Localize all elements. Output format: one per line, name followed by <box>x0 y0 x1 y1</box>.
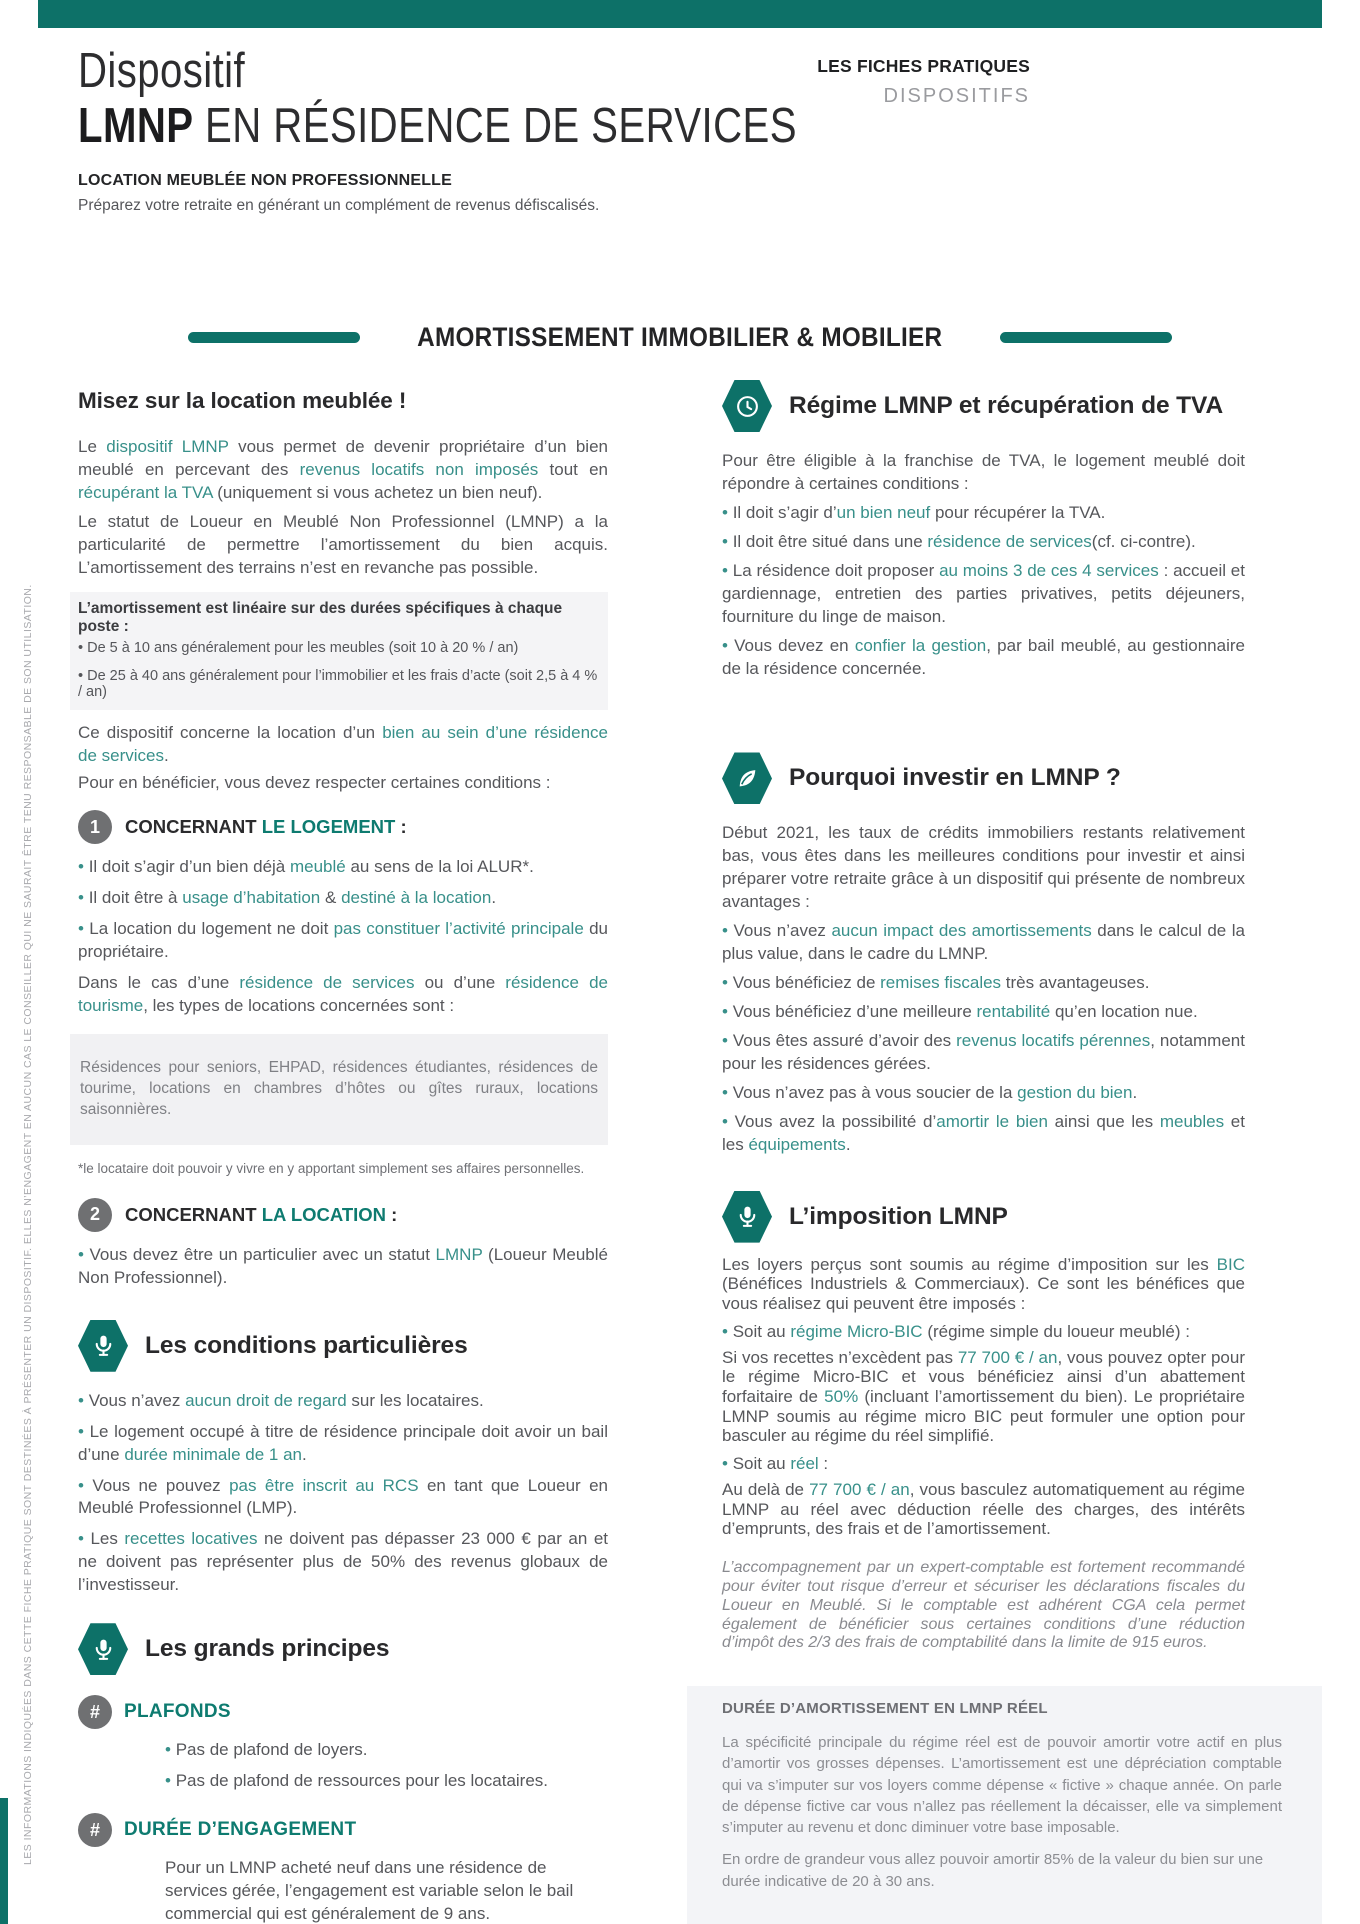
paragraph: Le statut de Loueur en Meublé Non Professionnel (LMNP) a la particularité de permettre l’amortissement du bien acquis. L’amortissement des terrains n’est en revanche pas possible. <box>78 511 608 577</box>
amortization-info-box <box>70 592 608 710</box>
bullet-item: • Pas de plafond de ressources pour les locataires. <box>165 1770 608 1793</box>
bullet-item: • Vous bénéficiez d’une meilleure rentabilité qu’en location nue. <box>722 1001 1245 1024</box>
legal-disclaimer-vertical: LES INFORMATIONS INDIQUÉES DANS CETTE FICHE PRATIQUE SONT DESTINÉES À PRÉSENTER UN DISPOSITIF. ELLES N’ENGAGENT EN AUCUN CAS LE CONSEILLER QUI NE SAURAIT ÊTRE TENU RESPONSABLE DE SON UTILISATION. <box>22 584 34 1865</box>
paragraph: La spécificité principale du régime réel est de pouvoir amortir votre actif en plus d’amortir vos grosses dépenses. L’amortissement est une dépréciation comptable qui va s’imputer sur vos loyers comme dépense « fictive » chaque année. On parle de dépense fictive car vous n’allez pas réellement la décaisser, elle va simplement s’imputer au revenu et donc diminuer votre base imposable. <box>722 1734 1282 1837</box>
paragraph: Les loyers perçus sont soumis au régime d’imposition sur les BIC (Bénéfices Industriels & Commerciaux). Ce sont les bénéfices que vous réalisez qui peuvent être imposés : <box>722 1254 1245 1314</box>
info-box-bullet: • De 25 à 40 ans généralement pour l’immobilier et les frais d’acte (soit 2,5 à 4 % / an) <box>78 668 600 700</box>
bullet-item: • Il doit s’agir d’un bien déjà meublé au sens de la loi ALUR*. <box>78 856 608 879</box>
expert-note: L’accompagnement par un expert-comptable est fortement recommandé pour éviter tout risque d’erreur et sécuriser les déclarations fiscales du Loueur en Meublé. Si le comptable est adhérent CGA cela permet également de bénéficier sous certaines conditions d’une réduction d’impôt des 2/3 des frais de comptabilité dans la limite de 915 euros. <box>722 1558 1245 1652</box>
paragraph: Pour un LMNP acheté neuf dans une résidence de services gérée, l’engagement est variable selon le bail commercial qui est généralement de 9 ans. <box>165 1858 574 1923</box>
bullet-item: • Il doit être situé dans une résidence de services(cf. ci-contre). <box>722 531 1245 554</box>
bullet-item: • Il doit s’agir d’un bien neuf pour récupérer la TVA. <box>722 502 1245 525</box>
condition-item-1 <box>78 810 608 844</box>
bullet-item: • Vous n’avez aucun impact des amortissements dans le calcul de la plus value, dans le cadre du LMNP. <box>722 920 1245 966</box>
bullet-item: • Vous êtes assuré d’avoir des revenus locatifs pérennes, notamment pour les résidences gérées. <box>722 1030 1245 1076</box>
section-divider-bar-left <box>188 332 360 343</box>
residence-types-box: Résidences pour seniors, EHPAD, résidences étudiantes, résidences de tourime, locations en chambres d’hôtes ou gîtes ruraux, locations saisonnières. <box>70 1034 608 1145</box>
amortization-duration-box <box>687 1686 1322 1924</box>
paragraph: Si vos recettes n’excèdent pas 77 700 € / an, vous pouvez opter pour le régime Micro-BIC et vous bénéficiez ainsi d’un abattement forfaitaire de 50% (incluant l’amortissement du bien). Le propriétaire LMNP soumis au régime micro BIC peut formuler une option pour basculer au régime du réel simplifié. <box>722 1347 1245 1446</box>
plafonds-subsection <box>78 1695 608 1729</box>
bullet-item: • Vous avez la possibilité d’amortir le bien ainsi que les meubles et les équipements. <box>722 1111 1245 1157</box>
bullet-item: • La location du logement ne doit pas constituer l’activité principale du propriétaire. <box>78 918 608 964</box>
condition-item-2 <box>78 1198 608 1232</box>
brand-block <box>817 56 1030 108</box>
right-column <box>722 380 1245 1653</box>
bullet-item: • Vous devez être un particulier avec un statut LMNP (Loueur Meublé Non Professionnel). <box>78 1244 608 1290</box>
number-1-badge: 1 <box>78 810 112 844</box>
paragraph: Début 2021, les taux de crédits immobiliers restants relativement bas, vous êtes dans les meilleures conditions pour investir et ainsi préparer votre retraite grâce à un dispositif qui présente de nombreux avantages : <box>722 823 1245 912</box>
bullet-item: • Vous n’avez pas à vous soucier de la gestion du bien. <box>722 1082 1245 1105</box>
engagement-label: DURÉE D’ENGAGEMENT <box>124 1819 357 1841</box>
paragraph: En ordre de grandeur vous allez pouvoir amortir 85% de la valeur du bien sur une durée indicative de 20 à 30 ans. <box>722 1851 1264 1890</box>
bottom-left-accent-strip <box>0 1798 8 1924</box>
bullet-item: • Il doit être à usage d’habitation & destiné à la location. <box>78 887 608 910</box>
condition-item-2-label: CONCERNANT LA LOCATION : <box>125 1203 398 1225</box>
bullet-item: • Vous ne pouvez pas être inscrit au RCS en tant que Loueur en Meublé Professionnel (LMP). <box>78 1475 608 1521</box>
document-tagline: Préparez votre retraite en générant un complément de revenus défiscalisés. <box>78 196 600 214</box>
brand-category-label: DISPOSITIFS <box>883 85 1030 107</box>
bullet-item: • Le logement occupé à titre de résidence principale doit avoir un bail d’une durée minimale de 1 an. <box>78 1421 608 1467</box>
page-title-line1: Dispositif <box>78 44 246 98</box>
conditions-heading: Les conditions particulières <box>145 1331 468 1359</box>
bullet-item: • Vous devez en confier la gestion, par bail meublé, au gestionnaire de la résidence concernée. <box>722 635 1245 681</box>
document-subtitle: LOCATION MEUBLÉE NON PROFESSIONNELLE <box>78 171 453 189</box>
tax-heading: L’imposition LMNP <box>789 1202 1008 1230</box>
title-rest: EN RÉSIDENCE DE SERVICES <box>193 98 797 153</box>
number-2-badge: 2 <box>78 1198 112 1232</box>
amortization-box-title: DURÉE D’AMORTISSEMENT EN LMNP RÉEL <box>722 1700 1048 1717</box>
brand-collection-label: LES FICHES PRATIQUES <box>817 56 1030 76</box>
tva-section-header <box>722 380 1245 432</box>
microphone-icon <box>722 1191 772 1243</box>
hash-icon: # <box>78 1695 112 1729</box>
paragraph: Au delà de 77 700 € / an, vous basculez automatiquement au régime LMNP au réel avec déduction réelle des charges, des intérêts d’emprunts, des frais et de l’amortissement. <box>722 1479 1246 1539</box>
bullet-item: • Vous n’avez aucun droit de regard sur les locataires. <box>78 1390 608 1413</box>
top-accent-bar <box>38 0 1322 28</box>
bullet-item: • Soit au réel : <box>722 1454 1245 1474</box>
plafonds-label: PLAFONDS <box>124 1701 231 1723</box>
section-header <box>0 322 1360 353</box>
microphone-icon <box>78 1623 128 1675</box>
paragraph: Ce dispositif concerne la location d’un bien au sein d’une résidence de services. <box>78 722 608 765</box>
left-heading: Misez sur la location meublée ! <box>78 388 407 413</box>
bullet-item: • Les recettes locatives ne doivent pas dépasser 23 000 € par an et ne doivent pas représenter plus de 50% des revenus globaux de l’investisseur. <box>78 1528 608 1597</box>
page-title-line2 <box>78 99 797 154</box>
conditions-section-header <box>78 1320 608 1372</box>
hash-icon: # <box>78 1813 112 1847</box>
section-title: AMORTISSEMENT IMMOBILIER & MOBILIER <box>417 322 943 352</box>
tva-heading: Régime LMNP et récupération de TVA <box>789 392 1224 419</box>
paragraph: Pour en bénéficier, vous devez respecter certaines conditions : <box>78 772 551 792</box>
bullet-item: • Pas de plafond de loyers. <box>165 1739 608 1762</box>
title-lmnp: LMNP <box>78 98 194 153</box>
tax-section-header <box>722 1191 1245 1243</box>
bullet-item: • Vous bénéficiez de remises fiscales très avantageuses. <box>722 972 1245 995</box>
paragraph: Dans le cas d’une résidence de services ou d’une résidence de tourisme, les types de locations concernées sont : <box>78 973 608 1016</box>
bullet-item: • La résidence doit proposer au moins 3 de ces 4 services : accueil et gardiennage, entretien des parties privatives, petits déjeuners, fourniture du linge de maison. <box>722 560 1245 629</box>
leaf-icon <box>722 752 772 804</box>
section-divider-bar-right <box>1000 332 1172 343</box>
microphone-icon <box>78 1320 128 1372</box>
principles-section-header <box>78 1623 608 1675</box>
info-box-bullet: • De 5 à 10 ans généralement pour les meubles (soit 10 à 20 % / an) <box>78 640 600 656</box>
clock-icon <box>722 380 772 432</box>
why-heading: Pourquoi investir en LMNP ? <box>789 764 1121 792</box>
left-column <box>78 388 608 1924</box>
paragraph: Le dispositif LMNP vous permet de devenir propriétaire d’un bien meublé en percevant des revenus locatifs non imposés tout en récupérant la TVA (uniquement si vous achetez un bien neuf). <box>78 437 608 502</box>
info-box-title: L’amortissement est linéaire sur des durées spécifiques à chaque poste : <box>78 599 563 635</box>
principles-heading: Les grands principes <box>145 1635 390 1663</box>
condition-item-1-label: CONCERNANT LE LOGEMENT : <box>125 816 407 838</box>
paragraph: Pour être éligible à la franchise de TVA, le logement meublé doit répondre à certaines conditions : <box>722 451 1245 493</box>
plafonds-content <box>165 1739 608 1793</box>
why-section-header <box>722 752 1245 804</box>
footnote: *le locataire doit pouvoir y vivre en y apportant simplement ses affaires personnelles. <box>78 1160 585 1176</box>
engagement-content <box>165 1857 608 1924</box>
bullet-item: • Soit au régime Micro-BIC (régime simple du loueur meublé) : <box>722 1322 1245 1342</box>
engagement-subsection <box>78 1813 608 1847</box>
